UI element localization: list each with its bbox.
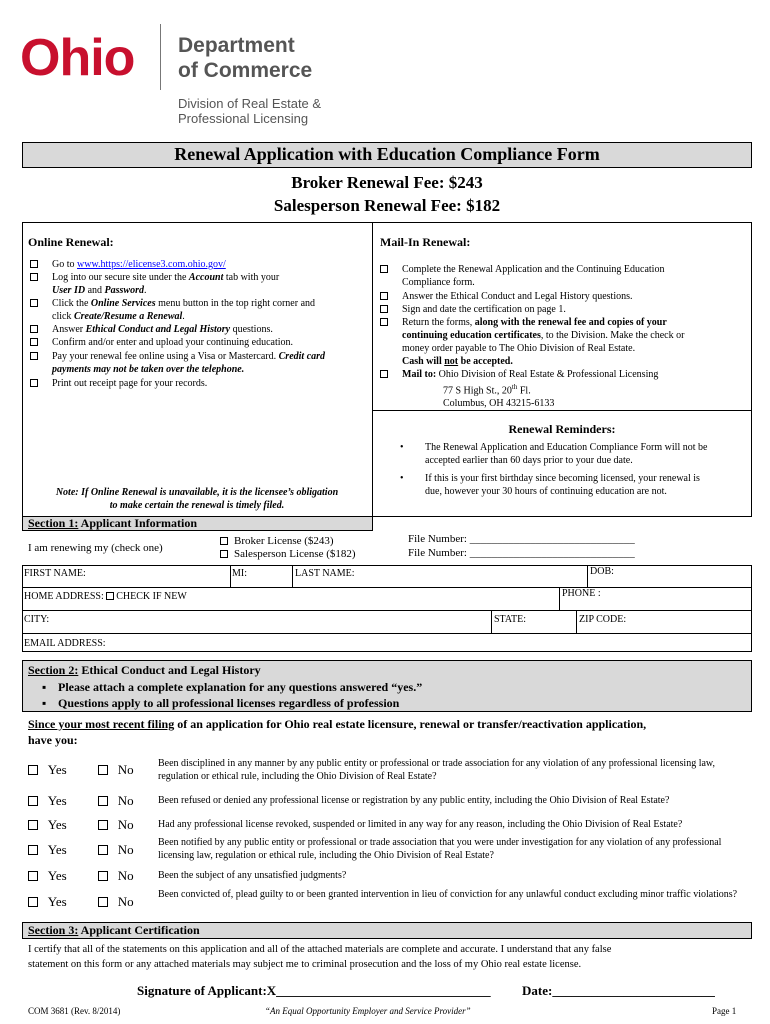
broker-option[interactable]: Broker License ($243) <box>220 535 334 548</box>
online-note: Note: If Online Renewal is unavailable, it is the licensee’s obligation to make certain the renewal is timely filed. <box>55 487 339 511</box>
form-id: COM 3681 (Rev. 8/2014) <box>28 1006 121 1016</box>
section-2-bullet-1: ▪ Please attach a complete explanation for any questions answered “yes.” <box>42 680 423 694</box>
check-if-new-checkbox[interactable] <box>106 592 114 600</box>
zip-code-field[interactable]: ZIP CODE: <box>579 614 627 625</box>
question-row <box>28 868 758 886</box>
city-field[interactable]: CITY: <box>24 614 50 625</box>
grid-line <box>576 610 577 633</box>
mail-step-1: Complete the Renewal Application and the Continuing Education Compliance form. <box>380 263 748 289</box>
renewing-label: I am renewing my (check one) <box>28 542 163 554</box>
ohio-logo: Ohio <box>20 29 135 87</box>
online-step-6: Pay your renewal fee online using a Visa or Mastercard. Credit card payments may not be taken over the telephone. <box>30 350 368 376</box>
mail-renewal-heading: Mail-In Renewal: <box>380 235 471 249</box>
broker-fee: Broker Renewal Fee: $243 <box>291 173 483 192</box>
mail-address: 77 S High St., 20th Fl. Columbus, OH 43215-6133 <box>443 383 555 410</box>
mi-field[interactable]: MI: <box>232 568 247 579</box>
applicant-info-grid <box>22 565 752 652</box>
online-renewal-heading: Online Renewal: <box>28 235 114 249</box>
question-row <box>28 888 758 918</box>
state-field[interactable]: STATE: <box>494 614 526 625</box>
online-step-4: Answer Ethical Conduct and Legal History questions. <box>30 323 368 336</box>
question-row <box>28 817 758 835</box>
salesperson-option[interactable]: Salesperson License ($182) <box>220 548 356 561</box>
question-text: Been convicted of, plead guilty to or been granted intervention in lieu of conviction for any unlawful conduct excluding minor traffic violations? <box>158 889 738 900</box>
email-field[interactable]: EMAIL ADDRESS: <box>24 638 106 649</box>
eeo-statement: “An Equal Opportunity Employer and Service Provider” <box>265 1006 471 1016</box>
no-option[interactable]: No <box>98 842 134 858</box>
home-address-field[interactable]: HOME ADDRESS: CHECK IF NEW <box>24 591 187 602</box>
yes-option[interactable]: Yes <box>28 762 67 778</box>
grid-line <box>292 565 293 587</box>
dob-field[interactable]: DOB: <box>590 566 614 577</box>
elicense-link[interactable]: www.https://elicense3.com.ohio.gov/ <box>77 259 226 270</box>
reminder-2: • If this is your first birthday since becoming licensed, your renewal is due, however your 30 hours of continuing education are not. <box>400 473 700 497</box>
section-2-bullet-2: ▪ Questions apply to all professional licenses regardless of profession <box>42 696 400 710</box>
mail-reminders-divider <box>372 410 752 411</box>
reminders-heading: Renewal Reminders: <box>508 422 616 436</box>
section-3-heading: Section 3: Applicant Certification <box>28 923 200 937</box>
logo-divider <box>160 24 161 90</box>
question-row <box>28 757 758 787</box>
grid-line <box>491 610 492 633</box>
no-option[interactable]: No <box>98 817 134 833</box>
grid-line <box>559 587 560 610</box>
mail-step-4: Return the forms, along with the renewal fee and copies of your continuing education certificates, to the Division. Make the check or money order payable to The Ohio Division of Real Estate. Cash will not be accepted. <box>380 316 748 368</box>
section-2-heading: Section 2: Ethical Conduct and Legal History <box>28 663 261 677</box>
form-title: Renewal Application with Education Compliance Form <box>174 144 600 164</box>
first-name-field[interactable]: FIRST NAME: <box>24 568 86 579</box>
yes-option[interactable]: Yes <box>28 894 67 910</box>
no-option[interactable]: No <box>98 793 134 809</box>
section-2-intro: Since your most recent filing of an application for Ohio real estate licensure, renewal or transfer/reactivation application, have you: <box>28 717 647 747</box>
grid-line <box>22 587 752 588</box>
salesperson-checkbox[interactable] <box>220 550 228 558</box>
section-1-heading: Section 1: Applicant Information <box>28 516 198 530</box>
file-number-1[interactable]: File Number: ______________________________ <box>408 533 635 545</box>
yes-option[interactable]: Yes <box>28 842 67 858</box>
question-text: Been disciplined in any manner by any public entity or professional or trade association for any violation of any professional licensing law, regulation or ethical rule, including the Ohio Division of Real Estate? <box>158 758 715 782</box>
grid-line <box>230 565 231 587</box>
mail-step-3: Sign and date the certification on page 1. <box>380 303 748 316</box>
no-option[interactable]: No <box>98 868 134 884</box>
mail-step-5: Mail to: Ohio Division of Real Estate & Professional Licensing <box>380 368 748 381</box>
question-text: Been the subject of any unsatisfied judgments? <box>158 870 347 881</box>
question-row <box>28 793 758 811</box>
no-option[interactable]: No <box>98 762 134 778</box>
last-name-field[interactable]: LAST NAME: <box>295 568 355 579</box>
question-row <box>28 836 758 866</box>
online-step-3: Click the Online Services menu button in the top right corner and click Create/Resume a Renewal. <box>30 297 368 323</box>
mail-step-2: Answer the Ethical Conduct and Legal History questions. <box>380 290 748 303</box>
signature-line[interactable]: Signature of Applicant:X_________________________________ <box>137 983 491 998</box>
grid-line <box>587 565 588 587</box>
phone-field[interactable]: PHONE : <box>562 588 601 599</box>
grid-line <box>22 610 752 611</box>
question-text: Been notified by any public entity or professional or trade association that you were under investigation for any violation of any professional licensing law, regulation or ethical rule, including the Ohio Division of Real Estate? <box>158 837 722 861</box>
reminder-1: • The Renewal Application and Education Compliance Form will not be accepted earlier than 60 days prior to your due date. <box>400 442 708 466</box>
question-text: Had any professional license revoked, suspended or limited in any way for any reason, including the Ohio Division of Real Estate? <box>158 819 683 830</box>
salesperson-fee: Salesperson Renewal Fee: $182 <box>273 196 501 215</box>
no-option[interactable]: No <box>98 894 134 910</box>
yes-option[interactable]: Yes <box>28 817 67 833</box>
instructions-divider <box>372 222 373 517</box>
yes-option[interactable]: Yes <box>28 793 67 809</box>
department-name: Department of Commerce <box>178 34 313 82</box>
grid-line <box>22 633 752 634</box>
date-line[interactable]: Date:_________________________ <box>522 983 715 998</box>
yes-option[interactable]: Yes <box>28 868 67 884</box>
broker-checkbox[interactable] <box>220 537 228 545</box>
certification-text: I certify that all of the statements on this application and all of the attached materials are complete and accurate. I understand that any false statement on this form or any attached materials may subject me to criminal prosecution and the loss of my Ohio real estate license. <box>28 944 612 970</box>
online-step-7: Print out receipt page for your records. <box>30 377 368 390</box>
online-step-1: Go to www.https://elicense3.com.ohio.gov/ <box>30 258 368 271</box>
page-number: Page 1 <box>712 1006 737 1016</box>
division-name: Division of Real Estate & Professional Licensing <box>178 96 322 126</box>
online-step-5: Confirm and/or enter and upload your continuing education. <box>30 336 368 349</box>
online-step-2: Log into our secure site under the Account tab with your User ID and Password. <box>30 271 368 297</box>
question-text: Been refused or denied any professional license or registration by any public entity, including the Ohio Division of Real Estate? <box>158 795 670 806</box>
file-number-2[interactable]: File Number: ______________________________ <box>408 547 635 559</box>
